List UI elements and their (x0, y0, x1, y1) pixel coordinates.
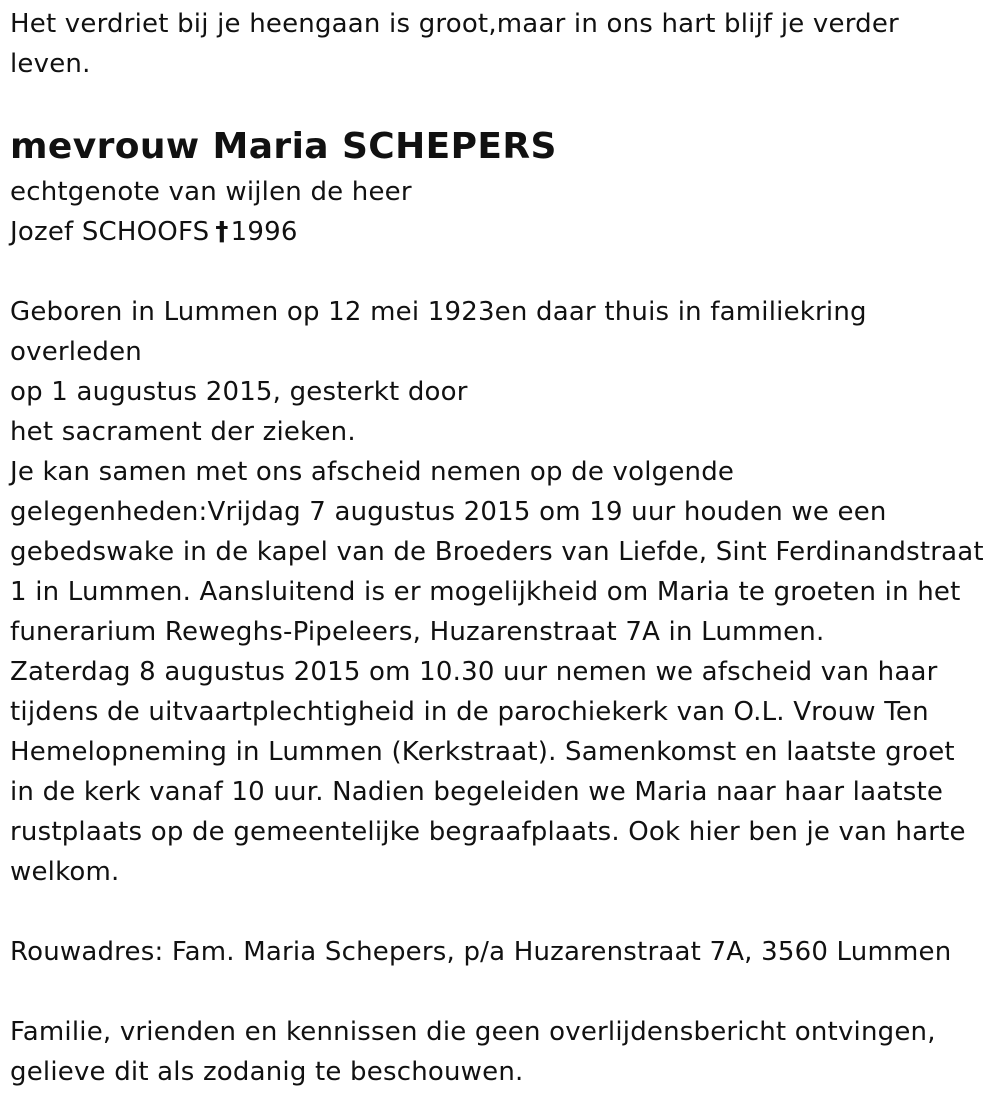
announcement-line: Geboren in Lummen op 12 mei 1923en daar thuis in familiekring (10, 297, 867, 327)
address-line: Rouwadres: Fam. Maria Schepers, p/a Huzarenstraat 7A, 3560 Lummen (10, 937, 952, 967)
announcement-line: 1 in Lummen. Aansluitend is er mogelijkheid om Maria te groeten in het (10, 577, 961, 607)
announcement-line: welkom. (10, 857, 120, 887)
memorial-quote (10, 4, 990, 84)
announcement-line: het sacrament der zieken. (10, 417, 356, 447)
announcement-line: op 1 augustus 2015, gesterkt door (10, 377, 468, 407)
announcement-line: gelegenheden:Vrijdag 7 augustus 2015 om 19 uur houden we een (10, 497, 887, 527)
announcement-line: funerarium Reweghs-Pipeleers, Huzarenstraat 7A in Lummen. (10, 617, 825, 647)
closing-note (10, 1012, 990, 1092)
quote-line-2: leven. (10, 49, 91, 79)
announcement-line: Hemelopneming in Lummen (Kerkstraat). Samenkomst en laatste groet (10, 737, 955, 767)
closing-line-2: gelieve dit als zodanig te beschouwen. (10, 1057, 524, 1087)
quote-line-1: Het verdriet bij je heengaan is groot,maar in ons hart blijf je verder (10, 9, 899, 39)
announcement-line: overleden (10, 337, 142, 367)
deceased-name: mevrouw Maria SCHEPERS (10, 126, 557, 167)
closing-line-1: Familie, vrienden en kennissen die geen overlijdensbericht ontvingen, (10, 1017, 936, 1047)
spacer (10, 252, 990, 292)
announcement-line: gebedswake in de kapel van de Broeders van Liefde, Sint Ferdinandstraat (10, 537, 984, 567)
spouse-line (10, 212, 990, 252)
relation-text: echtgenote van wijlen de heer (10, 177, 412, 207)
announcement-line: Je kan samen met ons afscheid nemen op de volgende (10, 457, 735, 487)
spouse-death-year: 1996 (230, 217, 298, 247)
spacer (10, 892, 990, 932)
spouse-info (10, 172, 990, 252)
spouse-name: Jozef SCHOOFS (10, 217, 210, 247)
spacer (10, 972, 990, 1012)
mourning-address (10, 932, 990, 972)
announcement-line: Zaterdag 8 augustus 2015 om 10.30 uur nemen we afscheid van haar (10, 657, 938, 687)
announcement-line: rustplaats op de gemeentelijke begraafplaats. Ook hier ben je van harte (10, 817, 966, 847)
cross-icon: † (215, 217, 229, 247)
announcement-text (10, 292, 990, 892)
announcement-line: in de kerk vanaf 10 uur. Nadien begeleiden we Maria naar haar laatste (10, 777, 944, 807)
announcement-line: tijdens de uitvaartplechtigheid in de parochiekerk van O.L. Vrouw Ten (10, 697, 929, 727)
